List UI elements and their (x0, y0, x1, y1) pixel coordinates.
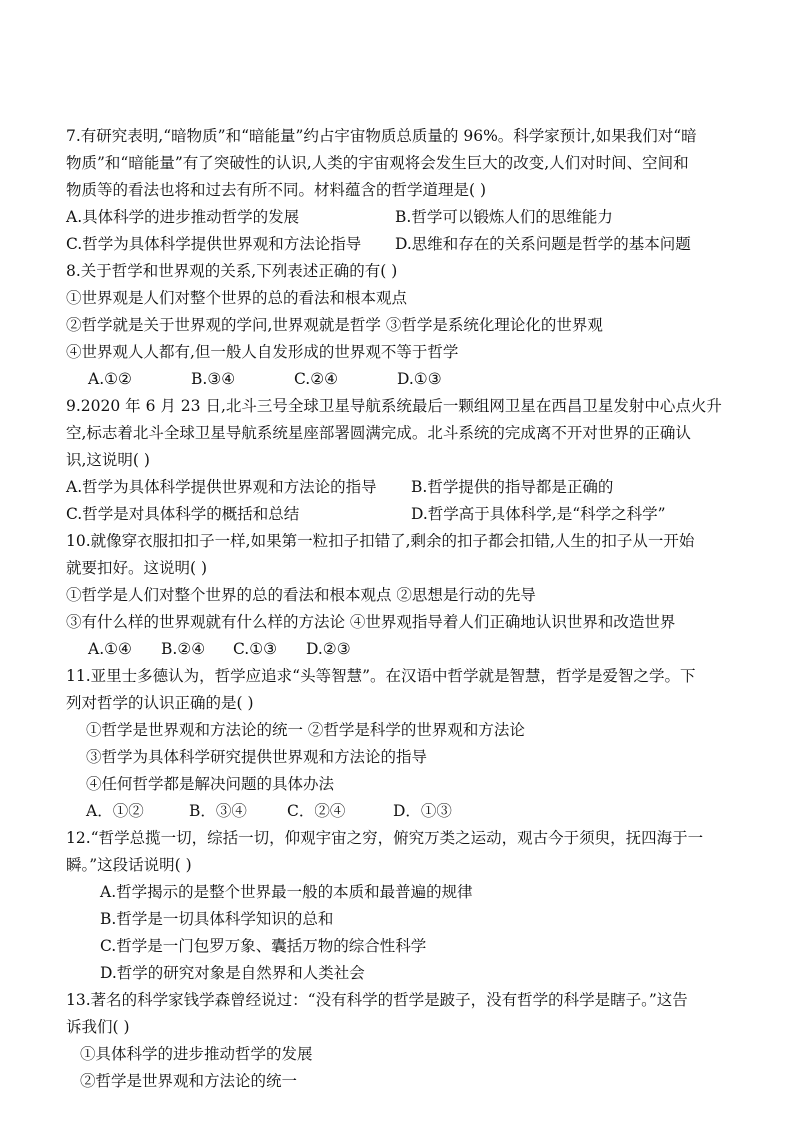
q8-option-b: B.③④ (191, 370, 236, 388)
q8-item-1: ①世界观是人们对整个世界的总的看法和根本观点 (66, 289, 408, 307)
q7-stem-line-2: 物质”和“暗能量”有了突破性的认识,人类的宇宙观将会发生巨大的改变,人们对时间、空间和 (66, 154, 689, 172)
q9-stem-line-2: 空,标志着北斗全球卫星导航系统星座部署圆满完成。北斗系统的完成离不开对世界的正确认 (66, 424, 691, 442)
q10-option-c: C.①③ (233, 640, 278, 658)
q9-option-a: A.哲学为具体科学提供世界观和方法论的指导 (66, 478, 377, 496)
q8-options-row (0, 367, 794, 391)
q11-item-4: ④任何哲学都是解决问题的具体办法 (86, 775, 335, 793)
q9-stem-line-3: 识,这说明( ) (66, 451, 150, 469)
q11-stem-line-1: 11.亚里士多德认为，哲学应追求“头等智慧”。在汉语中哲学就是智慧，哲学是爱智之学。下 (66, 667, 696, 685)
q9-option-b: B.哲学提供的指导都是正确的 (411, 478, 614, 496)
q7-stem-line-3: 物质等的看法也将和过去有所不同。材料蕴含的哲学道理是( ) (66, 181, 487, 199)
q7-option-b: B.哲学可以锻炼人们的思维能力 (395, 208, 613, 226)
q13-stem-line-1: 13.著名的科学家钱学森曾经说过：“没有科学的哲学是跛子，没有哲学的科学是瞎子。”这告 (66, 991, 688, 1009)
q7-option-a: A.具体科学的进步推动哲学的发展 (66, 208, 300, 226)
q8-option-d: D.①③ (397, 370, 442, 388)
q10-item-1-2: ①哲学是人们对整个世界的总的看法和根本观点 ②思想是行动的先导 (66, 586, 536, 604)
q9-option-c: C.哲学是对具体科学的概括和总结 (66, 505, 300, 523)
q11-stem-line-2: 列对哲学的认识正确的是( ) (66, 694, 254, 712)
q11-options-row (0, 799, 794, 823)
q12-option-a: A.哲学揭示的是整个世界最一般的本质和最普遍的规律 (100, 883, 473, 901)
q7-option-d: D.思维和存在的关系问题是哲学的基本问题 (395, 235, 691, 253)
q7-stem-line-1: 7.有研究表明,“暗物质”和“暗能量”约占宇宙物质总质量的 96%。科学家预计,如果我们对“暗 (66, 127, 697, 145)
q12-stem-line-2: 瞬。”这段话说明( ) (66, 856, 192, 874)
q9-option-d: D.哲学高于具体科学,是“科学之科学” (411, 505, 666, 523)
q11-item-1-2: ①哲学是世界观和方法论的统一 ②哲学是科学的世界观和方法论 (86, 721, 525, 739)
q11-option-a: A．①② (86, 802, 144, 820)
q13-item-2: ②哲学是世界观和方法论的统一 (80, 1072, 298, 1090)
q12-option-b: B.哲学是一切具体科学知识的总和 (100, 910, 334, 928)
q10-stem-line-2: 就要扣好。这说明( ) (66, 559, 208, 577)
q8-option-c: C.②④ (294, 370, 339, 388)
q8-item-2-3: ②哲学就是关于世界观的学问,世界观就是哲学 ③哲学是系统化理论化的世界观 (66, 316, 603, 334)
q12-option-d: D.哲学的研究对象是自然界和人类社会 (100, 964, 365, 982)
q12-stem-line-1: 12.“哲学总揽一切，综括一切，仰观宇宙之穷，俯究万类之运动，观古今于须臾，抚四海于一 (66, 829, 704, 847)
q12-option-c: C.哲学是一门包罗万象、囊括万物的综合性科学 (100, 937, 427, 955)
q10-option-d: D.②③ (306, 640, 351, 658)
q7-option-c: C.哲学为具体科学提供世界观和方法论指导 (66, 235, 362, 253)
q9-stem-line-1: 9.2020 年 6 月 23 日,北斗三号全球卫星导航系统最后一颗组网卫星在西昌卫星发射中心点火升 (66, 397, 722, 415)
q11-item-3: ③哲学为具体科学研究提供世界观和方法论的指导 (86, 748, 428, 766)
q10-item-3-4: ③有什么样的世界观就有什么样的方法论 ④世界观指导着人们正确地认识世界和改造世界 (66, 613, 676, 631)
q13-item-1: ①具体科学的进步推动哲学的发展 (80, 1045, 313, 1063)
q10-options-row (0, 637, 794, 661)
q11-option-b: B．③④ (189, 802, 247, 820)
q8-item-4: ④世界观人人都有,但一般人自发形成的世界观不等于哲学 (66, 343, 459, 361)
q8-stem-line-1: 8.关于哲学和世界观的关系,下列表述正确的有( ) (66, 262, 398, 280)
q8-option-a: A.①② (88, 370, 132, 388)
q13-stem-line-2: 诉我们( ) (66, 1018, 130, 1036)
q10-option-a: A.①④ (88, 640, 132, 658)
q10-stem-line-1: 10.就像穿衣服扣扣子一样,如果第一粒扣子扣错了,剩余的扣子都会扣错,人生的扣子从一开始 (66, 532, 695, 550)
q10-option-b: B.②④ (161, 640, 206, 658)
q11-option-c: C．②④ (287, 802, 346, 820)
q11-option-d: D．①③ (393, 802, 452, 820)
